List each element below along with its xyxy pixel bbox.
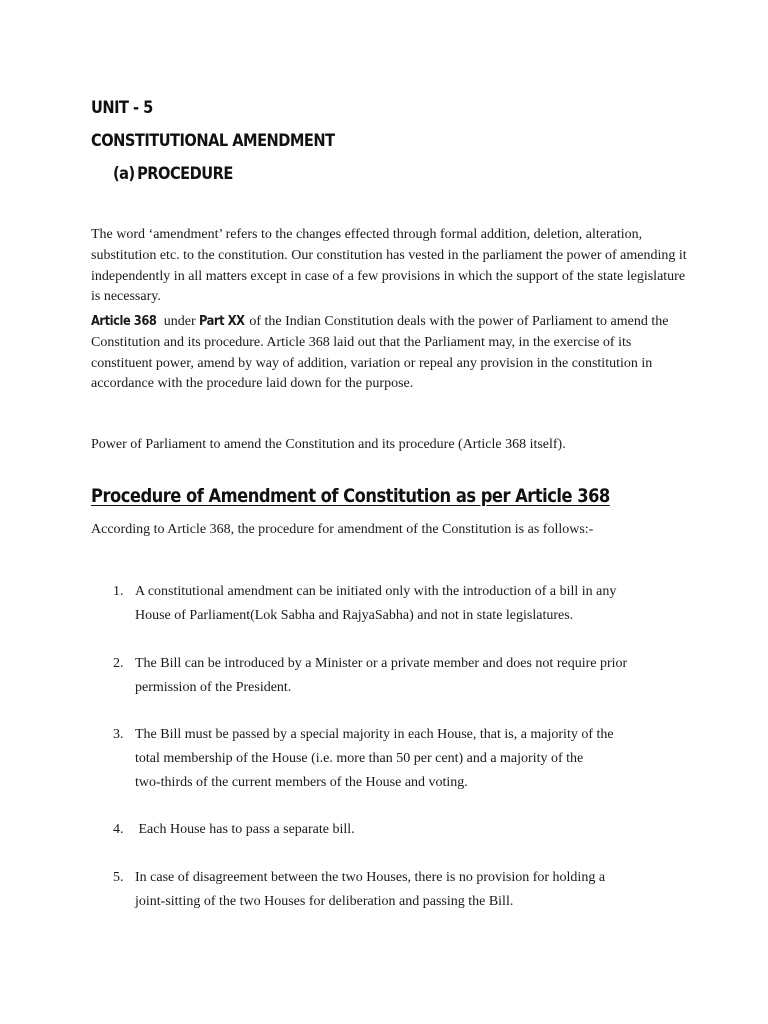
para2-text-2: of the Indian Constitution deals with the power of Parliament to amend the Constitution and its procedure. Article 368 laid out that the Parliament may, in the exercise of its constituent power, amend by way of addition, variation or repeal any provision in the constitution in accordance with the procedure laid down for the purpose.: [91, 314, 669, 392]
section-title: Procedure of Amendment of Constitution as per Article 368: [91, 485, 610, 507]
paragraph-definition: The word ‘amendment’ refers to the changes effected through formal addition, deletion, alteration, substitution etc. to the constitution. Our constitution has vested in the parliament the power of amending it independently in all matters except in case of a few provisions in which the support of the state legislature is necessary.: [91, 227, 687, 305]
list-item-number: 4.: [113, 822, 124, 837]
part-xx-term: Part XX: [199, 314, 245, 329]
list-item-line: joint-sitting of the two Houses for deliberation and passing the Bill.: [135, 894, 514, 909]
list-item-number: 1.: [113, 584, 124, 599]
list-item-number: 5.: [113, 870, 124, 885]
list-item-text: [135, 580, 675, 628]
list-item-line: A constitutional amendment can be initiated only with the introduction of a bill in any: [135, 584, 617, 599]
list-item-line: In case of disagreement between the two Houses, there is no provision for holding a: [135, 870, 606, 885]
paragraph-power-of-parliament: Power of Parliament to amend the Constitution and its procedure (Article 368 itself).: [91, 437, 566, 452]
list-item-number: 3.: [113, 727, 124, 742]
procedure-intro: According to Article 368, the procedure for amendment of the Constitution is as follows:-: [91, 522, 594, 537]
list-item-line: The Bill must be passed by a special majority in each House, that is, a majority of the: [135, 727, 614, 742]
subsection-heading: (a) PROCEDURE: [113, 164, 233, 184]
paragraph-article-368: [91, 312, 691, 395]
list-item-line: House of Parliament(Lok Sabha and RajyaSabha) and not in state legislatures.: [135, 608, 574, 623]
chapter-title: CONSTITUTIONAL AMENDMENT: [91, 131, 335, 151]
list-item-line: two-thirds of the current members of the House and voting.: [135, 775, 468, 790]
list-item-line: permission of the President.: [135, 680, 292, 695]
list-item-text: [135, 652, 675, 700]
unit-heading: UNIT - 5: [91, 98, 153, 118]
list-item-text: [135, 866, 675, 914]
list-item-line: The Bill can be introduced by a Minister or a private member and does not require prior: [135, 656, 628, 671]
article-368-term: Article 368: [91, 314, 157, 329]
list-item-text: [135, 723, 675, 795]
list-item-line: Each House has to pass a separate bill.: [135, 822, 355, 837]
para2-text-1: under: [160, 314, 200, 329]
list-item-line: total membership of the House (i.e. more than 50 per cent) and a majority of the: [135, 751, 584, 766]
list-item-number: 2.: [113, 656, 124, 671]
list-item-text: [135, 818, 675, 842]
